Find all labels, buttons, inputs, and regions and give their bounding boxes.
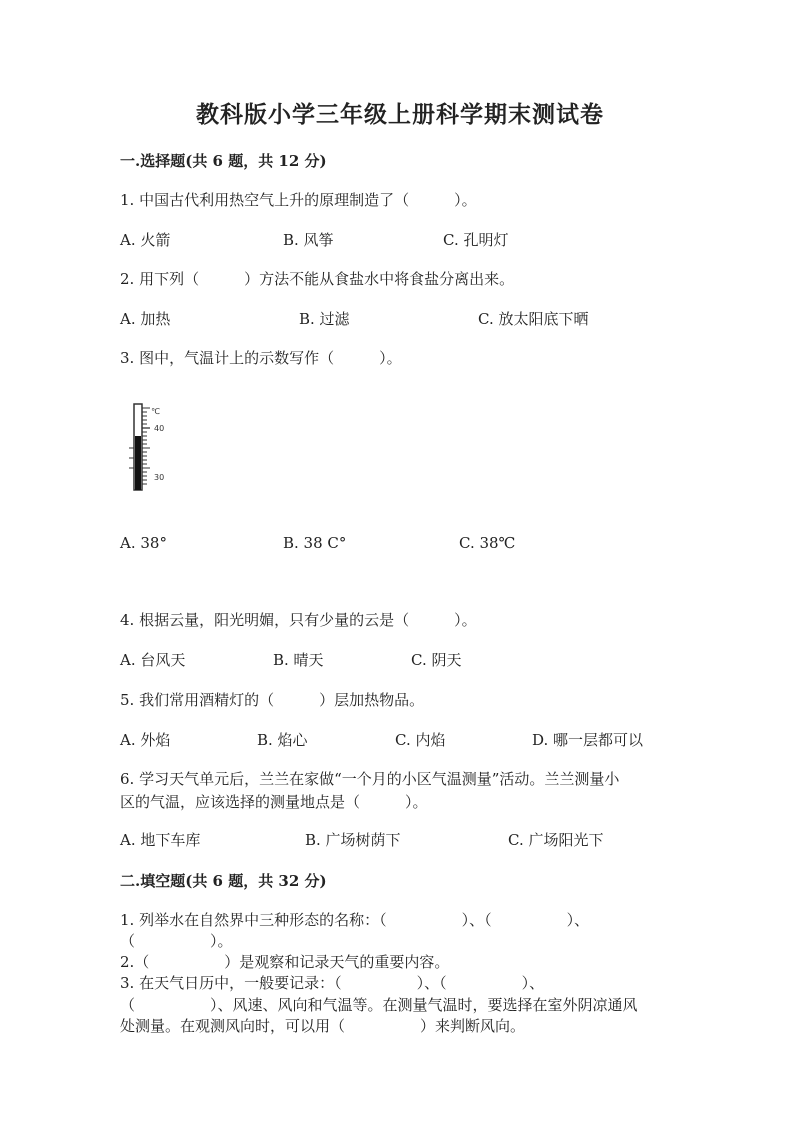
q2-option-c: C. 放太阳底下晒 [478,310,589,328]
question-3: 3. 图中，气温计上的示数写作（ ）。 [120,349,402,367]
thermometer-unit: ℃ [151,407,160,416]
q1-option-a: A. 火箭 [120,231,171,249]
q5-option-c: C. 内焰 [395,731,446,749]
thermometer-mercury [135,436,141,490]
question-1: 1. 中国古代利用热空气上升的原理制造了（ ）。 [120,191,477,209]
fill-line-4: 3. 在天气日历中，一般要记录：（ ）、（ ）、 [120,974,545,992]
fill-line-5: （ ）、风速、风向和气温等。在测量气温时，要选择在室外阴凉通风 [120,996,638,1014]
q4-option-b: B. 晴天 [273,651,324,669]
fill-line-1: 1. 列举水在自然界中三种形态的名称：（ ）、（ ）、 [120,911,590,929]
thermometer-label-40: 40 [154,424,165,433]
page-title: 教科版小学三年级上册科学期末测试卷 [196,101,604,128]
thermometer-label-30: 30 [154,473,165,482]
q5-option-d: D. 哪一层都可以 [532,731,644,749]
q1-option-c: C. 孔明灯 [443,231,509,249]
q4-option-c: C. 阴天 [411,651,462,669]
q5-option-a: A. 外焰 [120,731,171,749]
section-heading-choice: 一.选择题(共 6 题，共 12 分) [120,152,327,170]
section-heading-fill: 二.填空题(共 6 题，共 32 分) [120,872,327,890]
question-4: 4. 根据云量，阳光明媚，只有少量的云是（ ）。 [120,611,477,629]
question-6-line-2: 区的气温，应该选择的测量地点是（ ）。 [120,793,428,811]
q6-option-b: B. 广场树荫下 [305,831,401,849]
fill-line-2: （ ）。 [120,932,233,950]
question-5: 5. 我们常用酒精灯的（ ）层加热物品。 [120,691,425,709]
fill-line-3: 2.（ ）是观察和记录天气的重要内容。 [120,953,450,971]
q1-option-b: B. 风筝 [283,231,334,249]
question-6-line-1: 6. 学习天气单元后，兰兰在家做“一个月的小区气温测量”活动。兰兰测量小 [120,770,620,788]
q5-option-b: B. 焰心 [257,731,308,749]
q3-option-b: B. 38 C° [283,534,347,552]
question-2: 2. 用下列（ ）方法不能从食盐水中将食盐分离出来。 [120,270,515,288]
q4-option-a: A. 台风天 [120,651,186,669]
thermometer-figure [124,402,184,498]
q6-option-a: A. 地下车库 [120,831,201,849]
fill-line-6: 处测量。在观测风向时，可以用（ ）来判断风向。 [120,1017,526,1035]
q6-option-c: C. 广场阳光下 [508,831,604,849]
q3-option-a: A. 38° [120,534,167,552]
q2-option-b: B. 过滤 [299,310,350,328]
q2-option-a: A. 加热 [120,310,171,328]
q3-option-c: C. 38℃ [459,534,516,552]
